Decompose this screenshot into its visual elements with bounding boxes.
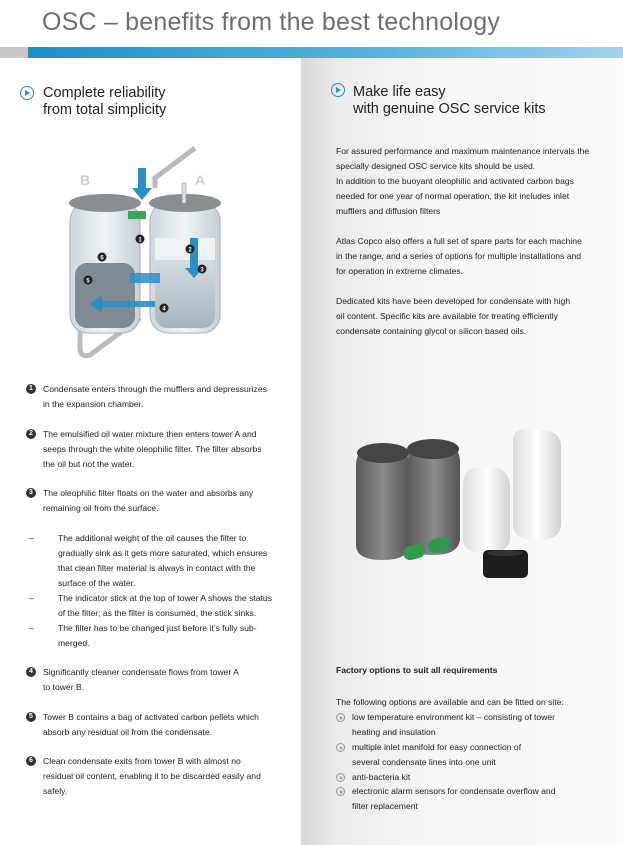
factory-options-intro: The following options are available and can be fitted on site: <box>336 697 564 707</box>
right-paragraph-2: Atlas Copco also offers a full set of spare parts for each machine in the range, and a series of options for multiple installations and for operation in extreme climates. <box>336 236 582 276</box>
tower-b-label: B <box>80 172 91 188</box>
marker-3: 3 <box>200 267 204 274</box>
header-bar-grey <box>0 47 28 58</box>
right-paragraph-3: Dedicated kits have been developed for condensate with high oil content. Specific kits are available for treating efficiently condensate containing glycol or silicon based oils. <box>336 296 571 336</box>
option-arrow-icon <box>336 773 345 782</box>
right-paragraph-1: For assured performance and maximum maintenance intervals the specially designed OSC service kits should be used. In addition to the buoyant oleophilic and activated carbon bags needed for one year of normal operation, the kit includes inlet mufflers and diffusion filters <box>336 146 590 216</box>
marker-6: 6 <box>100 255 104 262</box>
option-item: low temperature environment kit – consisting of tower heating and insulation <box>336 710 616 740</box>
marker-2: 2 <box>188 247 192 254</box>
play-icon <box>331 83 345 97</box>
option-arrow-icon <box>336 743 345 752</box>
service-kits-photo <box>348 425 573 595</box>
header-bar-blue <box>28 47 623 58</box>
marker-1: 1 <box>138 237 142 244</box>
option-item: electronic alarm sensors for condensate overflow and filter replacement <box>336 784 616 814</box>
osc-diagram-illustration <box>60 143 230 363</box>
dash-item: – The indicator stick at the top of tower A shows the status of the filter; as the filter is consumed, the stick sinks. <box>29 593 272 618</box>
tower-a-label: A <box>195 172 206 188</box>
dash-item: – The filter has to be changed just before it’s fully sub- merged. <box>29 623 257 648</box>
option-item: multiple inlet manifold for easy connection of several condensate lines into one unit <box>336 740 616 770</box>
marker-5: 5 <box>86 278 90 285</box>
factory-options-heading: Factory options to suit all requirements <box>336 665 498 675</box>
option-arrow-icon <box>336 713 345 722</box>
option-item: anti-bacteria kit <box>336 770 616 785</box>
left-heading: Complete reliability from total simplicity <box>43 85 167 118</box>
dash-item: – The additional weight of the oil causes the filter to gradually sink as it gets more saturated, which ensures that clean filter material is always in contact with the surface of the water. <box>29 533 268 588</box>
marker-4: 4 <box>162 306 166 313</box>
right-heading: Make life easy with genuine OSC service kits <box>353 84 546 117</box>
page-title: OSC – benefits from the best technology <box>42 8 501 36</box>
play-icon <box>20 86 34 100</box>
option-arrow-icon <box>336 787 345 796</box>
